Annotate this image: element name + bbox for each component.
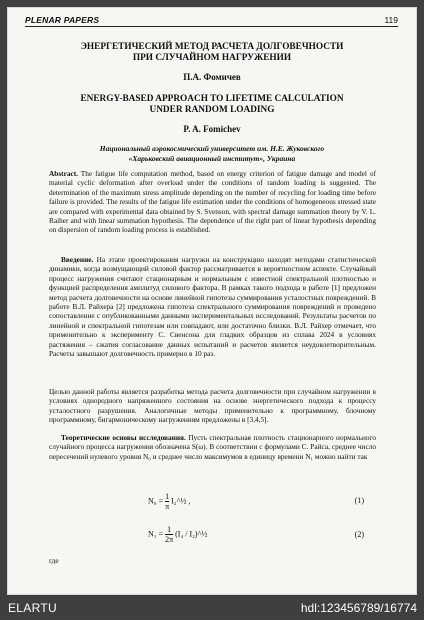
title-en-line-1: ENERGY-BASED APPROACH TO LIFETIME CALCULATION: [80, 94, 344, 104]
eq1-lhs: N₀ =: [148, 496, 164, 506]
abstract-label: Abstract.: [49, 169, 78, 178]
title-ru-line-2: ПРИ СЛУЧАЙНОМ НАГРУЖЕНИИ: [132, 53, 292, 63]
header-rule: [25, 26, 398, 27]
eq1-fraction: [165, 492, 169, 511]
equation-1-number: (1): [354, 496, 364, 505]
author-en: P. A. Fomichev: [183, 124, 241, 134]
document-page: [7, 7, 417, 595]
running-header: [25, 15, 398, 27]
equation-2: [148, 525, 207, 544]
eq1-denominator: π: [165, 502, 170, 511]
affiliation-line-2: «Харьковский авиационный институт», Украина: [128, 154, 296, 163]
intro-label: Введение.: [61, 255, 94, 264]
eq2-denominator: 2π: [165, 535, 174, 544]
introduction: [49, 255, 376, 358]
equation-1: [148, 492, 190, 511]
eq2-rhs: (I₄ / I₂)^½: [175, 529, 208, 539]
page-number: 119: [384, 15, 398, 25]
eq1-rhs: I₂^½ ,: [171, 496, 191, 506]
author-ru: П.А. Фомичев: [183, 72, 241, 82]
title-ru-line-1: ЭНЕРГЕТИЧЕСКИЙ МЕТОД РАСЧЕТА ДОЛГОВЕЧНОСТИ: [80, 42, 344, 52]
eq1-numerator: 1: [165, 492, 170, 501]
theory-section: [49, 433, 376, 461]
title-ru: [32, 42, 392, 64]
where-label: где: [49, 556, 59, 565]
handle-id: hdl:123456789/16774: [300, 601, 417, 615]
eq2-fraction: [165, 525, 173, 544]
title-en-line-2: UNDER RANDOM LOADING: [149, 105, 275, 115]
affiliation: [32, 144, 392, 164]
repository-name: ELARTU: [8, 601, 57, 615]
title-en: [32, 94, 392, 116]
theory-text: Пусть спектральная плотность стационарного нормального случайного процесса нагружения обозначена S(ω). В соответствии с формулами С. Райса, среднее число пересечений нулевого уровня N₀ и среднее число максимумов в единицу времени N₁ можно найти так: [49, 433, 376, 461]
journal-name: PLENAR PAPERS: [25, 15, 100, 25]
theory-label: Теоретические основы исследования.: [61, 433, 186, 442]
equation-2-number: (2): [354, 530, 364, 539]
viewer-footer-bar: [0, 598, 424, 620]
eq2-numerator: 1: [167, 525, 172, 534]
paragraph-2: Целью данной работы является разработка метода расчета долговечности при случайном нагружении в условиях однородного напряженного состояния на основе энергетического подхода к процессу усталостного разрушения. Аналогичные методы применительно к программному, блочному программному, бигармоническому нагружениям предложены в [3,4,5].: [49, 387, 376, 425]
abstract-text: The fatigue life computation method, based on energy criterion of fatigue damage and model of material cyclic deformation after overload under the conditions of random loading is suggested. The determination of the maximum stress amplitude depending on the number of recycling for loading time before failure is provided. The results of the fatigue life estimation under the conditions of homogeneous stressed state are compared with experimental data obtained by S. Svenson, with spectral damage summation theory by V. L. Raiher and with linear summation hypothesis. The dependence of the right part of linear hypothesis depending on dispersion of random loading process is established.: [49, 169, 376, 235]
intro-text: На этапе проектирования нагрузки на конструкцию находят методами статистической динамики, когда возмущающий силовой фактор рассматривается в вероятностном аспекте. Случайный процесс нагружения считают стационарным и нормальным с известной спектральной плотностью и функцией распределения амплитуд силового фактора. В рамках такого подхода в работе [1] предложен метод расчета долговечности на основе линейной гипотезы суммирования усталостных повреждений. В работе В.Л. Райхера [2] предложена гипотеза спектрального суммирования повреждений и проведено сопоставление с опубликованными данными экспериментальных исследований. Результаты расчетов по линейной и спектральной гипотезам или совпадают, или достаточно близки. В.Л. Райхер отмечает, что применительно к эксперименту С. Свенсона для гладких образцов из сплава 2024 в условиях растяжения – сжатия согласование данных испытаний и расчетов является неудовлетворительным. Расчеты завышают долговечность примерно в 10 раз.: [49, 255, 376, 359]
abstract: [49, 169, 376, 235]
eq2-lhs: N₁ =: [148, 529, 164, 539]
affiliation-line-1: Национальный аэрокосмический университет им. Н.Е. Жуковского: [99, 144, 325, 153]
